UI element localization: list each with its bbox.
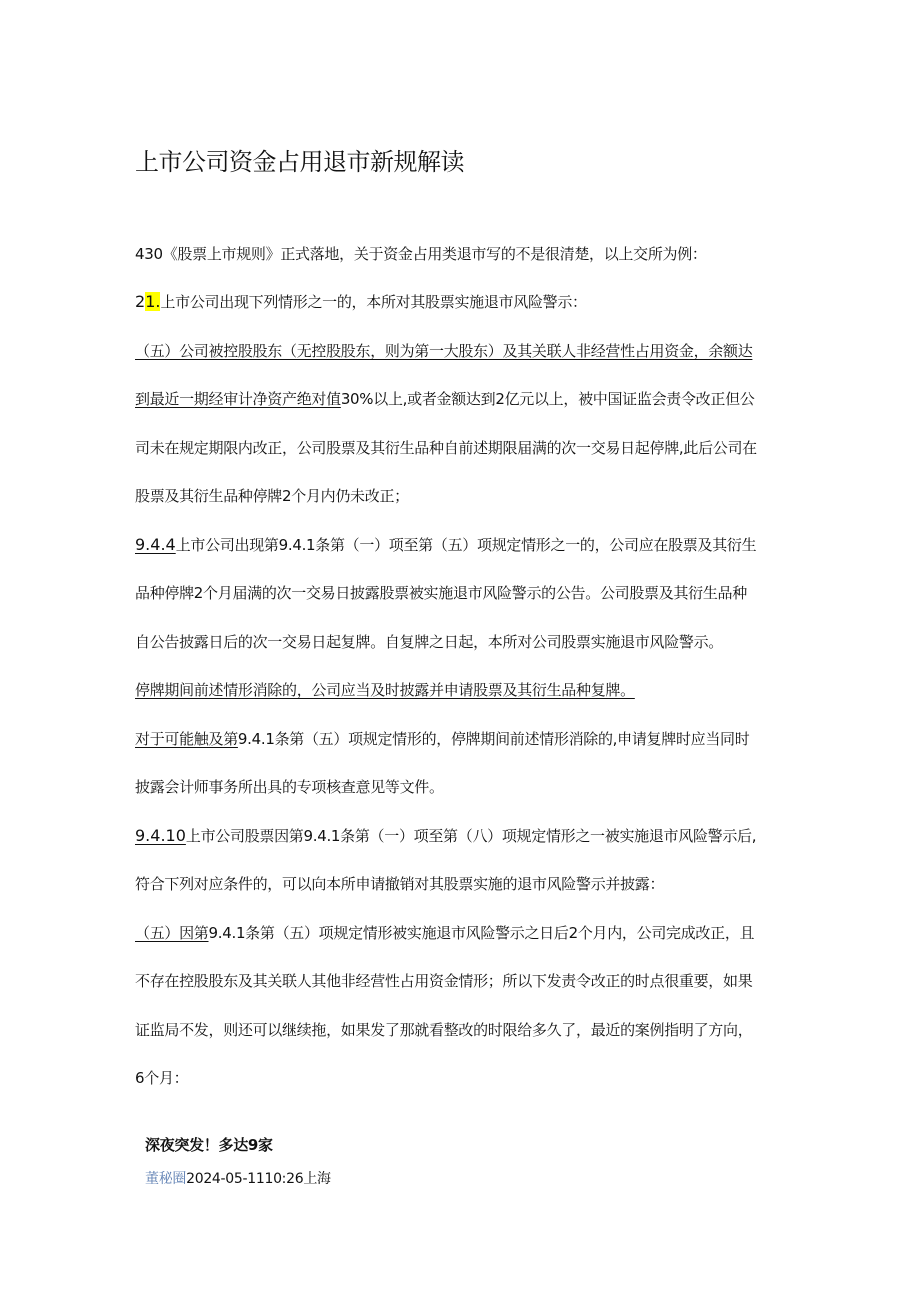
rule-number: 9.4.10 <box>135 826 186 845</box>
news-location: 上海 <box>303 1171 331 1187</box>
news-meta <box>145 1168 331 1188</box>
clause-5-rest-text: 30%以上,或者金额达到2亿元以上，被中国证监会责令改正但公 <box>340 390 755 408</box>
intro-paragraph: 430《股票上市规则》正式落地，关于资金占用类退市写的不是很清楚，以上交所为例： <box>135 245 707 263</box>
rule-9-4-10-rest-text: 9.4.1条第（五）项规定情形被实施退市风险警示之日后2个月内，公司完成改正，且 <box>208 924 755 942</box>
rule-9-4-10-line-6: 6个月： <box>135 1069 189 1087</box>
rule-text: 上市公司出现下列情形之一的，本所对其股票实施退市风险警示： <box>160 293 587 311</box>
news-source-link[interactable]: 董秘圈 <box>145 1171 187 1187</box>
rule-9-4-10-line-5: 证监局不发，则还可以继续拖，如果发了那就看整改的时限给多久了，最近的案例指明了方向， <box>135 1021 753 1039</box>
clause-5-line-4: 股票及其衍生品种停牌2个月内仍未改正； <box>135 487 409 505</box>
highlighted-rule-number: 1. <box>145 292 161 311</box>
rule-9-4-4-underlined-text: 对于可能触及第 <box>135 730 238 748</box>
rule-9-4-4-line-4: 停牌期间前述情形消除的，公司应当及时披露并申请股票及其衍生品种复牌。 <box>135 681 635 699</box>
rule-9-4-4-line-5 <box>135 729 749 749</box>
rule-text: 上市公司出现第9.4.1条第（一）项至第（五）项规定情形之一的，公司应在股票及其衍生 <box>175 536 757 554</box>
rule-9-4-4-line-6: 披露会计师事务所出具的专项核查意见等文件。 <box>135 778 444 796</box>
rule-number-part-a: 2 <box>135 292 146 311</box>
clause-5-underlined-text: 到最近一期经审计净资产绝对值 <box>135 390 341 408</box>
rule-9-4-10-line-2: 符合下列对应条件的，可以向本所申请撤销对其股票实施的退市风险警示并披露： <box>135 875 665 893</box>
rule-text: 上市公司股票因第9.4.1条第（一）项至第（八）项规定情形之一被实施退市风险警示后, <box>185 827 757 845</box>
clause-5-line-1: （五）公司被控股股东（无控股股东，则为第一大股东）及其关联人非经营性占用资金，余额达 <box>135 342 753 360</box>
rule-9-4-10-line-3 <box>135 923 754 943</box>
rule-9-4-4-line-2: 品种停牌2个月届满的次一交易日披露股票被实施退市风险警示的公告。公司股票及其衍生品种 <box>135 584 747 602</box>
news-datetime: 2024-05-1110:26 <box>186 1171 304 1187</box>
rule-9-2-1 <box>135 292 587 312</box>
clause-5-line-3: 司未在规定期限内改正，公司股票及其衍生品种自前述期限届满的次一交易日起停牌,此后公司在 <box>135 439 757 457</box>
rule-9-4-10-line-4: 不存在控股股东及其关联人其他非经营性占用资金情形；所以下发责令改正的时点很重要，如果 <box>135 972 753 990</box>
rule-number: 9.4.4 <box>135 535 176 554</box>
news-title: 深夜突发！多达9家 <box>145 1136 273 1154</box>
rule-9-4-4-line-1 <box>135 535 756 555</box>
clause-5-line-2 <box>135 389 754 409</box>
rule-9-4-4-line-3: 自公告披露日后的次一交易日起复牌。自复牌之日起，本所对公司股票实施退市风险警示。 <box>135 633 724 651</box>
rule-9-4-4-rest-text: 9.4.1条第（五）项规定情形的，停牌期间前述情形消除的,申请复牌时应当同时 <box>237 730 750 748</box>
rule-9-4-10-line-1 <box>135 826 756 846</box>
page-title: 上市公司资金占用退市新规解读 <box>135 148 464 177</box>
rule-9-4-10-underlined-text: （五）因第 <box>135 924 209 942</box>
